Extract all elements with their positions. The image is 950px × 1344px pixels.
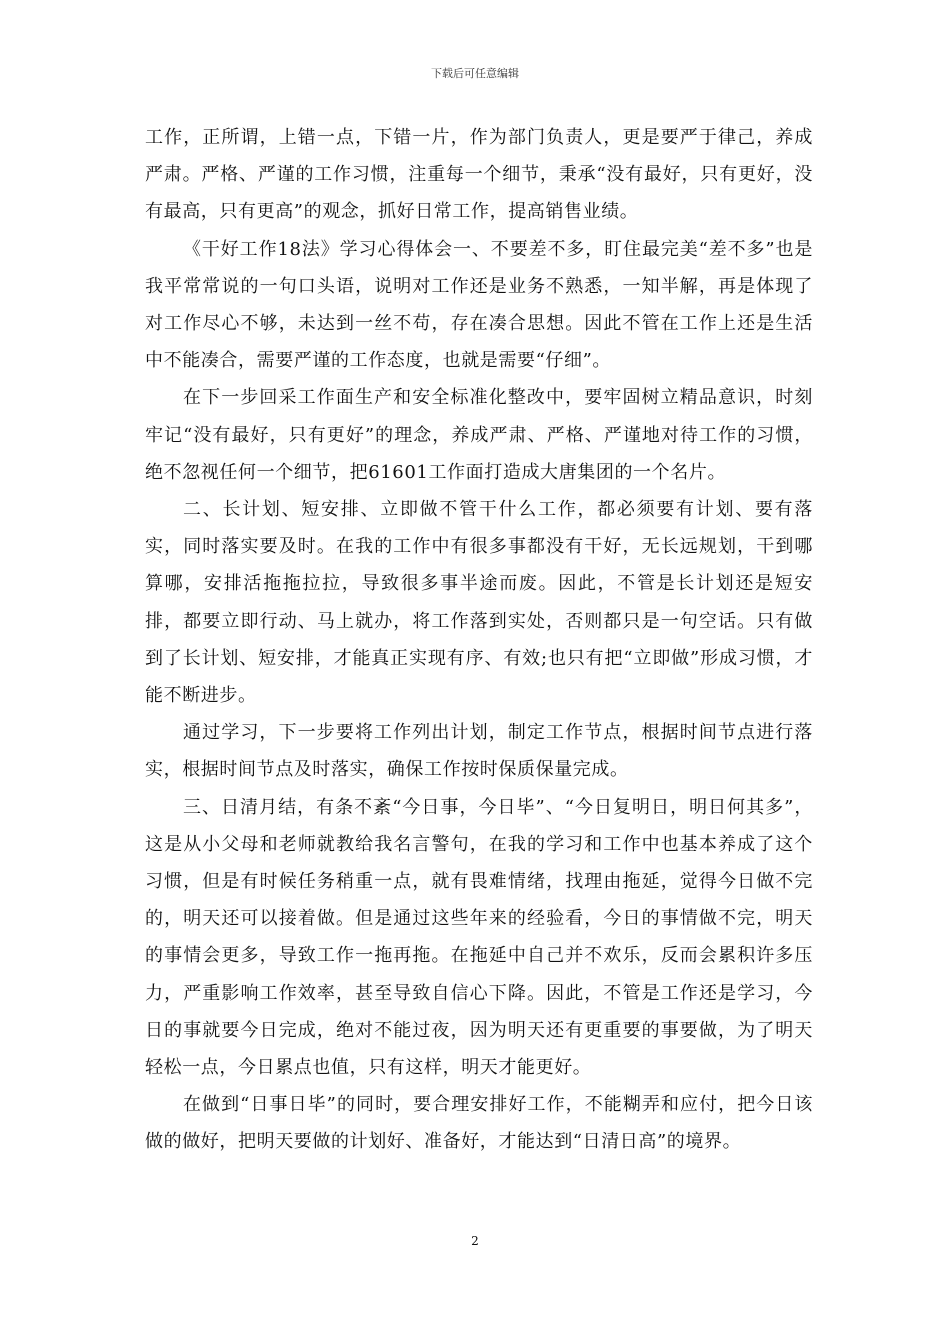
document-body: [145, 119, 813, 1161]
paragraph-2: 《干好工作18法》学习心得体会一、不要差不多，盯住最完美“差不多”也是我平常常说的一句口头语，说明对工作还是业务不熟悉，一知半解，再是体现了对工作尽心不够，未达到一丝不苟，存在凑合思想。因此不管在工作上还是生活中不能凑合，需要严谨的工作态度，也就是需要“仔细”。: [145, 238, 813, 372]
paragraph-6: 三、日清月结，有条不紊“今日事，今日毕”、“今日复明日，明日何其多”，这是从小父母和老师就教给我名言警句，在我的学习和工作中也基本养成了这个习惯，但是有时候任务稍重一点，就有畏难情绪，找理由拖延，觉得今日做不完的，明天还可以接着做。但是通过这些年来的经验看，今日的事情做不完，明天的事情会更多，导致工作一拖再拖。在拖延中自己并不欢乐，反而会累积许多压力，严重影响工作效率，甚至导致自信心下降。因此，不管是工作还是学习，今日的事就要今日完成，绝对不能过夜，因为明天还有更重要的事要做，为了明天轻松一点，今日累点也值，只有这样，明天才能更好。: [145, 796, 813, 1079]
page-number: 2: [471, 1234, 479, 1248]
paragraph-3: 在下一步回采工作面生产和安全标准化整改中，要牢固树立精品意识，时刻牢记“没有最好，只有更好”的理念，养成严肃、严格、严谨地对待工作的习惯，绝不忽视任何一个细节，把61601工作面打造成大唐集团的一个名片。: [145, 387, 813, 483]
paragraph-1: 工作，正所谓，上错一点，下错一片，作为部门负责人，更是要严于律己，养成严肃。严格、严谨的工作习惯，注重每一个细节，秉承“没有最好，只有更好，没有最高，只有更高”的观念，抓好日常工作，提高销售业绩。: [145, 127, 813, 223]
paragraph-4: 二、长计划、短安排、立即做不管干什么工作，都必须要有计划、要有落实，同时落实要及时。在我的工作中有很多事都没有干好，无长远规划，干到哪算哪，安排活拖拖拉拉，导致很多事半途而废。因此，不管是长计划还是短安排，都要立即行动、马上就办，将工作落到实处，否则都只是一句空话。只有做到了长计划、短安排，才能真正实现有序、有效;也只有把“立即做”形成习惯，才能不断进步。: [145, 499, 813, 707]
paragraph-7: 在做到“日事日毕”的同时，要合理安排好工作，不能糊弄和应付，把今日该做的做好，把明天要做的计划好、准备好，才能达到“日清日高”的境界。: [145, 1094, 813, 1153]
paragraph-5: 通过学习，下一步要将工作列出计划，制定工作节点，根据时间节点进行落实，根据时间节点及时落实，确保工作按时保质保量完成。: [145, 722, 813, 781]
page-header: 下载后可任意编辑: [431, 67, 519, 80]
